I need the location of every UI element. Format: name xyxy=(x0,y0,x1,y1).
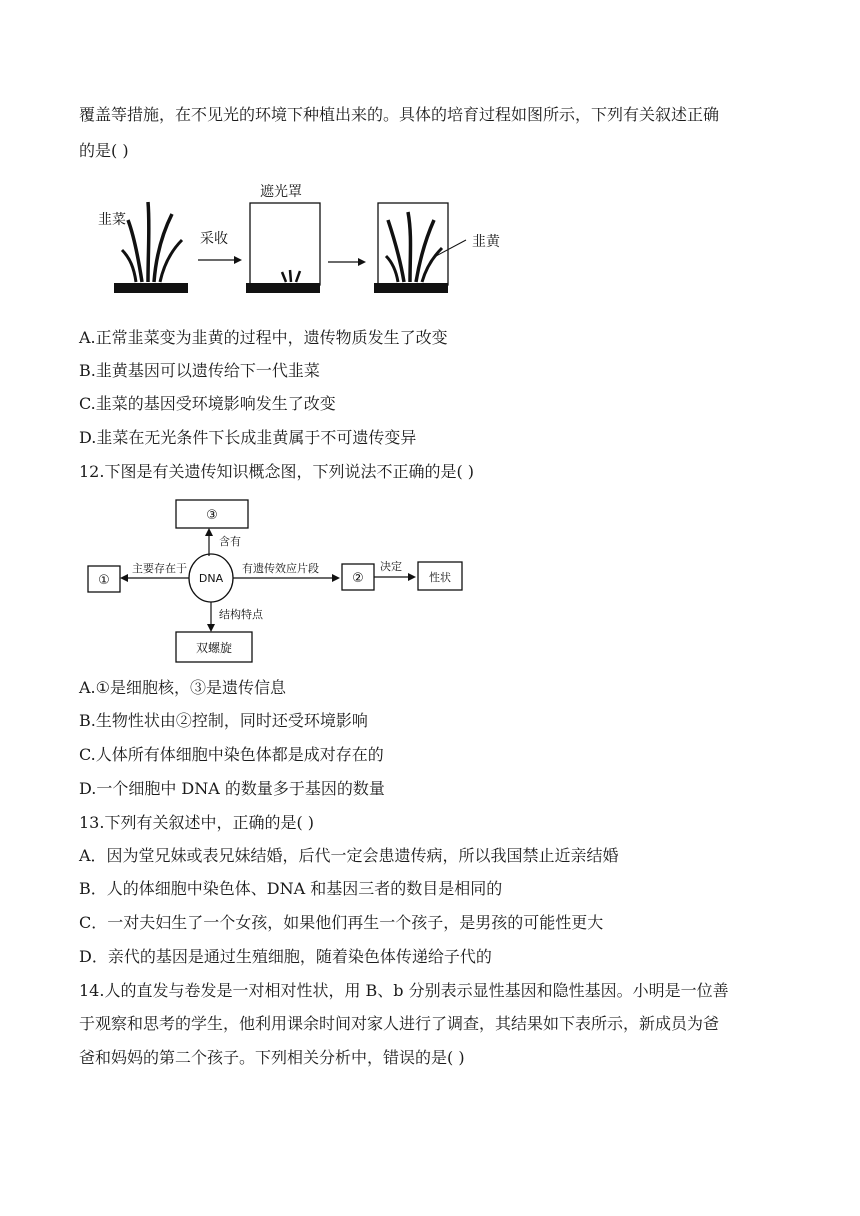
leek-stubs-icon xyxy=(282,270,300,282)
trait-label: 性状 xyxy=(429,571,451,584)
genetics-concept-map xyxy=(84,496,468,666)
q14-line3: 爸和妈妈的第二个孩子。下列相关分析中，错误的是( ) xyxy=(79,1048,465,1067)
label-contains: 含有 xyxy=(219,535,241,548)
label-jiucai: 韭菜 xyxy=(98,212,126,228)
q12-option-b: B.生物性状由②控制，同时还受环境影响 xyxy=(79,711,368,730)
label-mainly-in: 主要存在于 xyxy=(132,562,187,575)
q11-option-a: A.正常韭菜变为韭黄的过程中，遗传物质发生了改变 xyxy=(79,328,448,347)
jiuhuang-plant-icon xyxy=(386,212,442,282)
q11-option-b: B.韭黄基因可以遗传给下一代韭菜 xyxy=(79,361,320,380)
q13-option-a: A．因为堂兄妹或表兄妹结婚，后代一定会患遗传病，所以我国禁止近亲结婚 xyxy=(79,846,619,865)
leek-cultivation-figure xyxy=(90,176,520,306)
q12-option-c: C.人体所有体细胞中染色体都是成对存在的 xyxy=(79,745,384,764)
q13-option-c: C．一对夫妇生了一个女孩，如果他们再生一个孩子，是男孩的可能性更大 xyxy=(79,913,604,932)
box2-label: ② xyxy=(352,571,364,586)
q11-option-c: C.韭菜的基因受环境影响发生了改变 xyxy=(79,394,336,413)
label-jiuhuang: 韭黄 xyxy=(472,234,500,250)
q11-intro-line2: 的是( ) xyxy=(79,141,129,160)
q13-stem: 13.下列有关叙述中，正确的是( ) xyxy=(79,813,315,832)
box1-label: ① xyxy=(98,573,110,588)
arrow-right-icon xyxy=(328,258,366,266)
label-harvest: 采收 xyxy=(200,231,228,247)
q11-option-d: D.韭菜在无光条件下长成韭黄属于不可遗传变异 xyxy=(79,428,417,447)
label-structure: 结构特点 xyxy=(219,608,263,621)
light-shield-box xyxy=(250,203,320,285)
q14-line1: 14.人的直发与卷发是一对相对性状，用 B、b 分别表示显性基因和隐性基因。小明是一位善 xyxy=(79,981,729,1000)
q12-option-d: D.一个细胞中 DNA 的数量多于基因的数量 xyxy=(79,779,385,798)
box3-label: ③ xyxy=(206,508,218,523)
label-decides: 决定 xyxy=(380,560,402,573)
q14-line2: 于观察和思考的学生，他利用课余时间对家人进行了调查，其结果如下表所示，新成员为爸 xyxy=(79,1014,720,1033)
q11-intro-line1: 覆盖等措施，在不见光的环境下种植出来的。具体的培育过程如图所示，下列有关叙述正确 xyxy=(79,105,720,124)
q12-option-a: A.①是细胞核，③是遗传信息 xyxy=(79,678,286,697)
dna-label: DNA xyxy=(198,572,224,585)
label-genetic-segment: 有遗传效应片段 xyxy=(242,562,319,575)
q13-option-d: D．亲代的基因是通过生殖细胞，随着染色体传递给子代的 xyxy=(79,947,492,966)
q12-stem: 12.下图是有关遗传知识概念图，下列说法不正确的是( ) xyxy=(79,462,475,481)
arrow-right-icon xyxy=(198,256,242,264)
light-shield-box xyxy=(378,203,448,285)
double-helix-label: 双螺旋 xyxy=(195,641,233,655)
q13-option-b: B．人的体细胞中染色体、DNA 和基因三者的数目是相同的 xyxy=(79,879,503,898)
label-cover: 遮光罩 xyxy=(260,184,302,200)
